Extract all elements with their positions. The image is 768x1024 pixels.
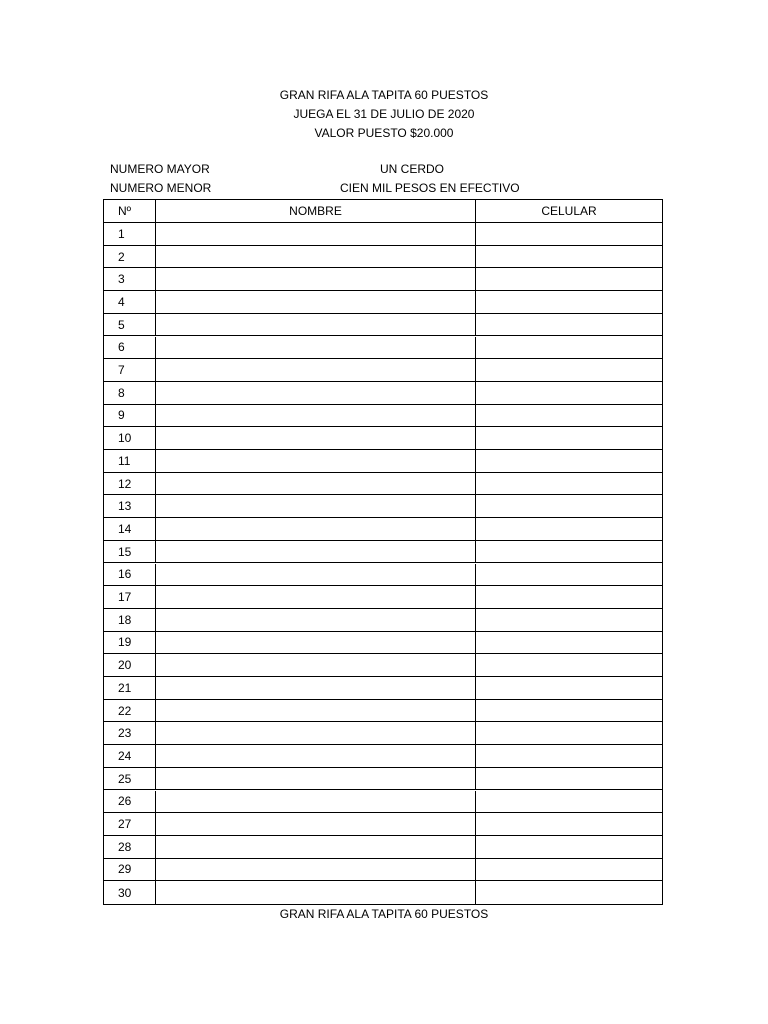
phone-cell[interactable] [476, 881, 662, 904]
table-row [104, 791, 662, 814]
phone-cell[interactable] [476, 564, 662, 586]
row-number: 7 [104, 359, 156, 381]
row-number: 4 [104, 291, 156, 313]
table-row [104, 473, 662, 496]
name-cell[interactable] [156, 382, 476, 404]
phone-cell[interactable] [476, 791, 662, 813]
table-row [104, 268, 662, 291]
table-row [104, 677, 662, 700]
phone-cell[interactable] [476, 722, 662, 744]
minor-number-label: NUMERO MENOR [110, 181, 212, 195]
table-row [104, 495, 662, 518]
table-row [104, 223, 662, 246]
phone-cell[interactable] [476, 359, 662, 381]
table-row [104, 427, 662, 450]
table-row [104, 700, 662, 723]
row-number: 3 [104, 268, 156, 290]
name-cell[interactable] [156, 722, 476, 744]
table-row [104, 564, 662, 587]
column-header-number: Nº [104, 200, 156, 222]
name-cell[interactable] [156, 677, 476, 699]
phone-cell[interactable] [476, 450, 662, 472]
name-cell[interactable] [156, 246, 476, 268]
major-number-prize: UN CERDO [380, 162, 445, 176]
row-number: 17 [104, 586, 156, 608]
phone-cell[interactable] [476, 473, 662, 495]
phone-cell[interactable] [476, 382, 662, 404]
name-cell[interactable] [156, 700, 476, 722]
name-cell[interactable] [156, 495, 476, 517]
phone-cell[interactable] [476, 745, 662, 767]
row-number: 24 [104, 745, 156, 767]
row-number: 6 [104, 337, 156, 359]
row-number: 9 [104, 405, 156, 427]
row-number: 28 [104, 836, 156, 858]
phone-cell[interactable] [476, 518, 662, 540]
participants-table [103, 199, 663, 905]
table-row [104, 768, 662, 791]
table-row [104, 586, 662, 609]
raffle-title: GRAN RIFA ALA TAPITA 60 PUESTOS [279, 88, 489, 102]
name-cell[interactable] [156, 609, 476, 631]
draw-date: JUEGA EL 31 DE JULIO DE 2020 [293, 107, 475, 121]
phone-cell[interactable] [476, 586, 662, 608]
row-number: 23 [104, 722, 156, 744]
row-number: 10 [104, 427, 156, 449]
name-cell[interactable] [156, 768, 476, 790]
table-row [104, 836, 662, 859]
table-row [104, 314, 662, 337]
table-row [104, 654, 662, 677]
phone-cell[interactable] [476, 632, 662, 654]
name-cell[interactable] [156, 314, 476, 336]
phone-cell[interactable] [476, 427, 662, 449]
phone-cell[interactable] [476, 609, 662, 631]
row-number: 13 [104, 495, 156, 517]
phone-cell[interactable] [476, 700, 662, 722]
name-cell[interactable] [156, 450, 476, 472]
table-row [104, 291, 662, 314]
column-header-phone: CELULAR [541, 204, 597, 218]
footer-title: GRAN RIFA ALA TAPITA 60 PUESTOS [279, 907, 489, 921]
phone-cell[interactable] [476, 268, 662, 290]
name-cell[interactable] [156, 813, 476, 835]
table-row [104, 609, 662, 632]
name-cell[interactable] [156, 473, 476, 495]
phone-cell[interactable] [476, 291, 662, 313]
name-cell[interactable] [156, 223, 476, 245]
table-row [104, 881, 662, 904]
name-cell[interactable] [156, 745, 476, 767]
phone-cell[interactable] [476, 405, 662, 427]
name-cell[interactable] [156, 836, 476, 858]
row-number: 21 [104, 677, 156, 699]
column-header-name: NOMBRE [156, 200, 476, 222]
phone-cell[interactable] [476, 836, 662, 858]
row-number: 27 [104, 813, 156, 835]
row-number: 22 [104, 700, 156, 722]
table-row [104, 246, 662, 269]
name-cell[interactable] [156, 791, 476, 813]
table-header-row [104, 200, 662, 223]
row-number: 2 [104, 246, 156, 268]
row-number: 1 [104, 223, 156, 245]
table-row [104, 745, 662, 768]
table-row [104, 632, 662, 655]
phone-cell[interactable] [476, 337, 662, 359]
table-row [104, 359, 662, 382]
phone-cell[interactable] [476, 223, 662, 245]
table-row [104, 405, 662, 428]
table-row [104, 382, 662, 405]
row-number: 14 [104, 518, 156, 540]
phone-cell[interactable] [476, 246, 662, 268]
phone-cell[interactable] [476, 495, 662, 517]
row-number: 5 [104, 314, 156, 336]
phone-cell[interactable] [476, 654, 662, 676]
table-row [104, 337, 662, 360]
name-cell[interactable] [156, 427, 476, 449]
name-cell[interactable] [156, 337, 476, 359]
row-number: 19 [104, 632, 156, 654]
table-row [104, 541, 662, 564]
name-cell[interactable] [156, 859, 476, 881]
row-number: 26 [104, 791, 156, 813]
table-row [104, 859, 662, 882]
name-cell[interactable] [156, 881, 476, 904]
table-row [104, 450, 662, 473]
name-cell[interactable] [156, 268, 476, 290]
row-number: 8 [104, 382, 156, 404]
minor-number-prize: CIEN MIL PESOS EN EFECTIVO [340, 181, 520, 195]
phone-cell[interactable] [476, 768, 662, 790]
phone-cell[interactable] [476, 859, 662, 881]
name-cell[interactable] [156, 586, 476, 608]
name-cell[interactable] [156, 632, 476, 654]
row-number: 20 [104, 654, 156, 676]
ticket-price: VALOR PUESTO $20.000 [314, 126, 454, 140]
table-row [104, 722, 662, 745]
major-number-label: NUMERO MAYOR [110, 162, 210, 176]
table-row [104, 518, 662, 541]
header [0, 86, 768, 143]
phone-cell[interactable] [476, 314, 662, 336]
phone-cell[interactable] [476, 677, 662, 699]
table-row [104, 813, 662, 836]
name-cell[interactable] [156, 291, 476, 313]
name-cell[interactable] [156, 359, 476, 381]
name-cell[interactable] [156, 541, 476, 563]
row-number: 11 [104, 450, 156, 472]
name-cell[interactable] [156, 405, 476, 427]
name-cell[interactable] [156, 654, 476, 676]
row-number: 18 [104, 609, 156, 631]
row-number: 29 [104, 859, 156, 881]
name-cell[interactable] [156, 564, 476, 586]
row-number: 25 [104, 768, 156, 790]
row-number: 15 [104, 541, 156, 563]
phone-cell[interactable] [476, 813, 662, 835]
row-number: 30 [104, 881, 156, 904]
name-cell[interactable] [156, 518, 476, 540]
phone-cell[interactable] [476, 541, 662, 563]
row-number: 12 [104, 473, 156, 495]
row-number: 16 [104, 564, 156, 586]
